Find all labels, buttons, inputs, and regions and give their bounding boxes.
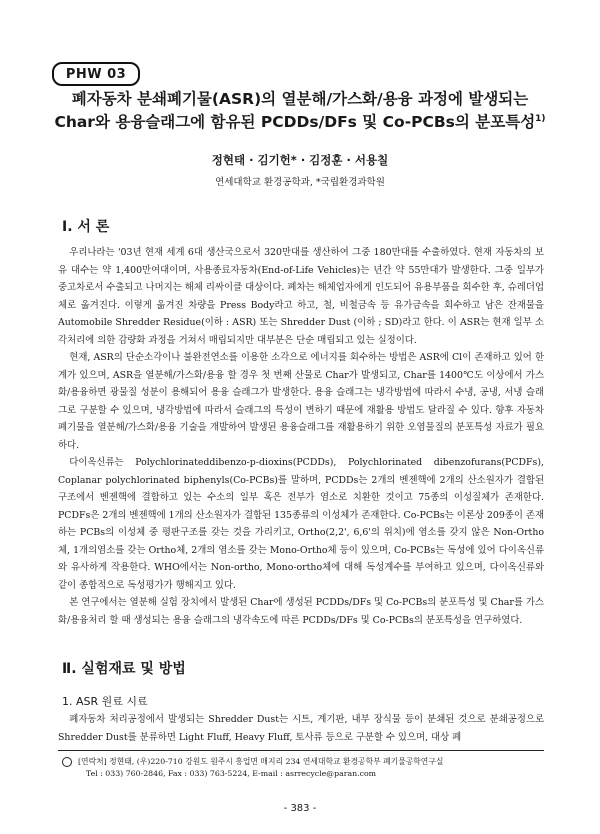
footnote-line-1: [연락처] 정현태, (우)220-710 강원도 원주시 흥업면 매지리 234 연세대학교 환경공학부 폐기물공학연구실 xyxy=(78,757,444,766)
title-footnote-mark: 1) xyxy=(535,113,546,124)
intro-paragraph-2: 현재, ASR의 단순소각이나 불완전연소를 이용한 소각으로 에너지를 회수하는 방법은 ASR에 Cl이 존재하고 있어 한계가 있으며, ASR을 열분해/가스화/용융 할 경우 첫 번째 산물로 Char가 발생되고, Char를 1400℃도 이상에서 가스화/용융하면 광물질 성분이 용해되어 용융 슬래그가 발생한다. 용융 슬래그는 냉각방법에 따라서 수냉, 공냉, 서냉 슬래그로 구분할 수 있으며, 냉각방법에 따라서 슬래그의 특성이 변하기 때문에 재활용 방법도 달라질 수 있다. 향후 자동차 폐기물을 열분해/가스화/용융 기술을 개발하여 발생된 용융슬래그를 재활용하기 위한 오염물질의 분포특성 자료가 필요하다. xyxy=(58,352,544,451)
footnote-marker-icon xyxy=(62,757,72,767)
paper-title-line-1: 폐자동차 분쇄폐기물(ASR)의 열분해/가스화/용융 과정에 발생되는 xyxy=(71,90,529,108)
section-heading-methods: Ⅱ. 실험재료 및 방법 xyxy=(62,661,186,677)
paper-title-line-2-text: Char와 용융슬래그에 함유된 PCDDs/DFs 및 Co-PCBs의 분포특성 xyxy=(54,113,536,131)
methods-body xyxy=(58,711,544,746)
paper-title-line-2 xyxy=(40,110,560,132)
footnote-phone-email: Tel : 033) 760-2846, Fax : 033) 763-5224, E-mail : asrrecycle@paran.com xyxy=(86,769,377,778)
subsection-heading-asr-sample: 1. ASR 원료 시료 xyxy=(62,695,148,708)
methods-paragraph-1: 폐자동차 처리공정에서 발생되는 Shredder Dust는 시트, 계기판, 내부 장식물 등이 분쇄된 것으로 분쇄공정으로 Shredder Dust를 분류하면 Light Fluff, Heavy Fluff, 토사류 등으로 구분할 수 있으며, 대상 폐 xyxy=(58,714,544,743)
page-number: - 383 - xyxy=(283,803,317,814)
affiliation: 연세대학교 환경공학과, *국립환경과학원 xyxy=(215,177,385,188)
introduction-body xyxy=(58,244,544,629)
section-heading-introduction: Ⅰ. 서 론 xyxy=(62,219,110,235)
footnote-contact xyxy=(62,756,542,768)
author-list: 정현태 · 김기헌* · 김정훈 · 서용칠 xyxy=(211,153,389,167)
intro-paragraph-1: 우리나라는 '03년 현재 세계 6대 생산국으로서 320만대를 생산하여 그중 180만대를 수출하였다. 현재 자동차의 보유 대수는 약 1,400만여대이며, 사용종료자동차(End-of-Life Vehicles)는 년간 약 55만대가 발생한다. 그중 일부가 중고차로서 수출되고 나머지는 해체 리싸이클 대상이다. 폐차는 해체업자에게 인도되어 유용부품을 회수한 후, 슈레더업체로 옮겨진다. 이렇게 옮겨진 차량을 Press Body라고 하고, 철, 비철금속 등 유가금속을 회수하고 남은 잔재물을 Automobile Shredder Residue(이하 : ASR) 또는 Shredder Dust (이하 ; SD)라고 한다. 이 ASR는 현재 일부 소각처리에 의한 감량화 과정을 거쳐서 매립되지만 대부분은 단순 매립되고 있는 실정이다. xyxy=(58,247,544,346)
footnote-divider xyxy=(58,750,544,751)
intro-paragraph-4: 본 연구에서는 열분해 실험 장치에서 발생된 Char에 생성된 PCDDs/DFs 및 Co-PCBs의 분포특성 및 Char를 가스화/용융처리 할 때 생성되는 용융 슬래그의 냉각속도에 따른 PCDDs/DFs 및 Co-PCBs의 분포특성을 연구하였다. xyxy=(58,597,544,626)
session-code-badge: PHW 03 xyxy=(52,62,140,86)
intro-paragraph-3: 다이옥신류는 Polychlorinateddibenzo-p-dioxins(PCDDs), Polychlorinated dibenzofurans(PCDFs), Coplanar polychlorinated biphenyls(Co-PCBs)를 말하며, PCDDs는 2개의 벤젠핵에 2개의 산소원자가 결합된 구조에서 벤젠핵에 결합하고 있는 수소의 일부 혹은 전부가 염소로 치환한 것이고 75종의 이성질체가 존재한다. PCDFs은 2개의 벤젠핵에 1개의 산소원자가 결합된 135종류의 이성체가 존재한다. Co-PCBs는 이론상 209종이 존재하는 PCBs의 이성체 중 평판구조를 갖는 것을 가리키고, Ortho(2,2', 6,6'의 위치)에 염소를 갖지 않은 Non-Ortho체, 1개의염소를 갖는 Ortho체, 2개의 염소를 갖는 Mono-Ortho체 등이 있으며, Co-PCBs는 독성에 있어 다이옥신류와 유사하게 작용한다. WHO에서는 Non-ortho, Mono-ortho체에 대해 독성계수를 부여하고 있으며, 다이옥신류와 같이 종합적으로 독성평가가 행해지고 있다. xyxy=(58,457,544,591)
